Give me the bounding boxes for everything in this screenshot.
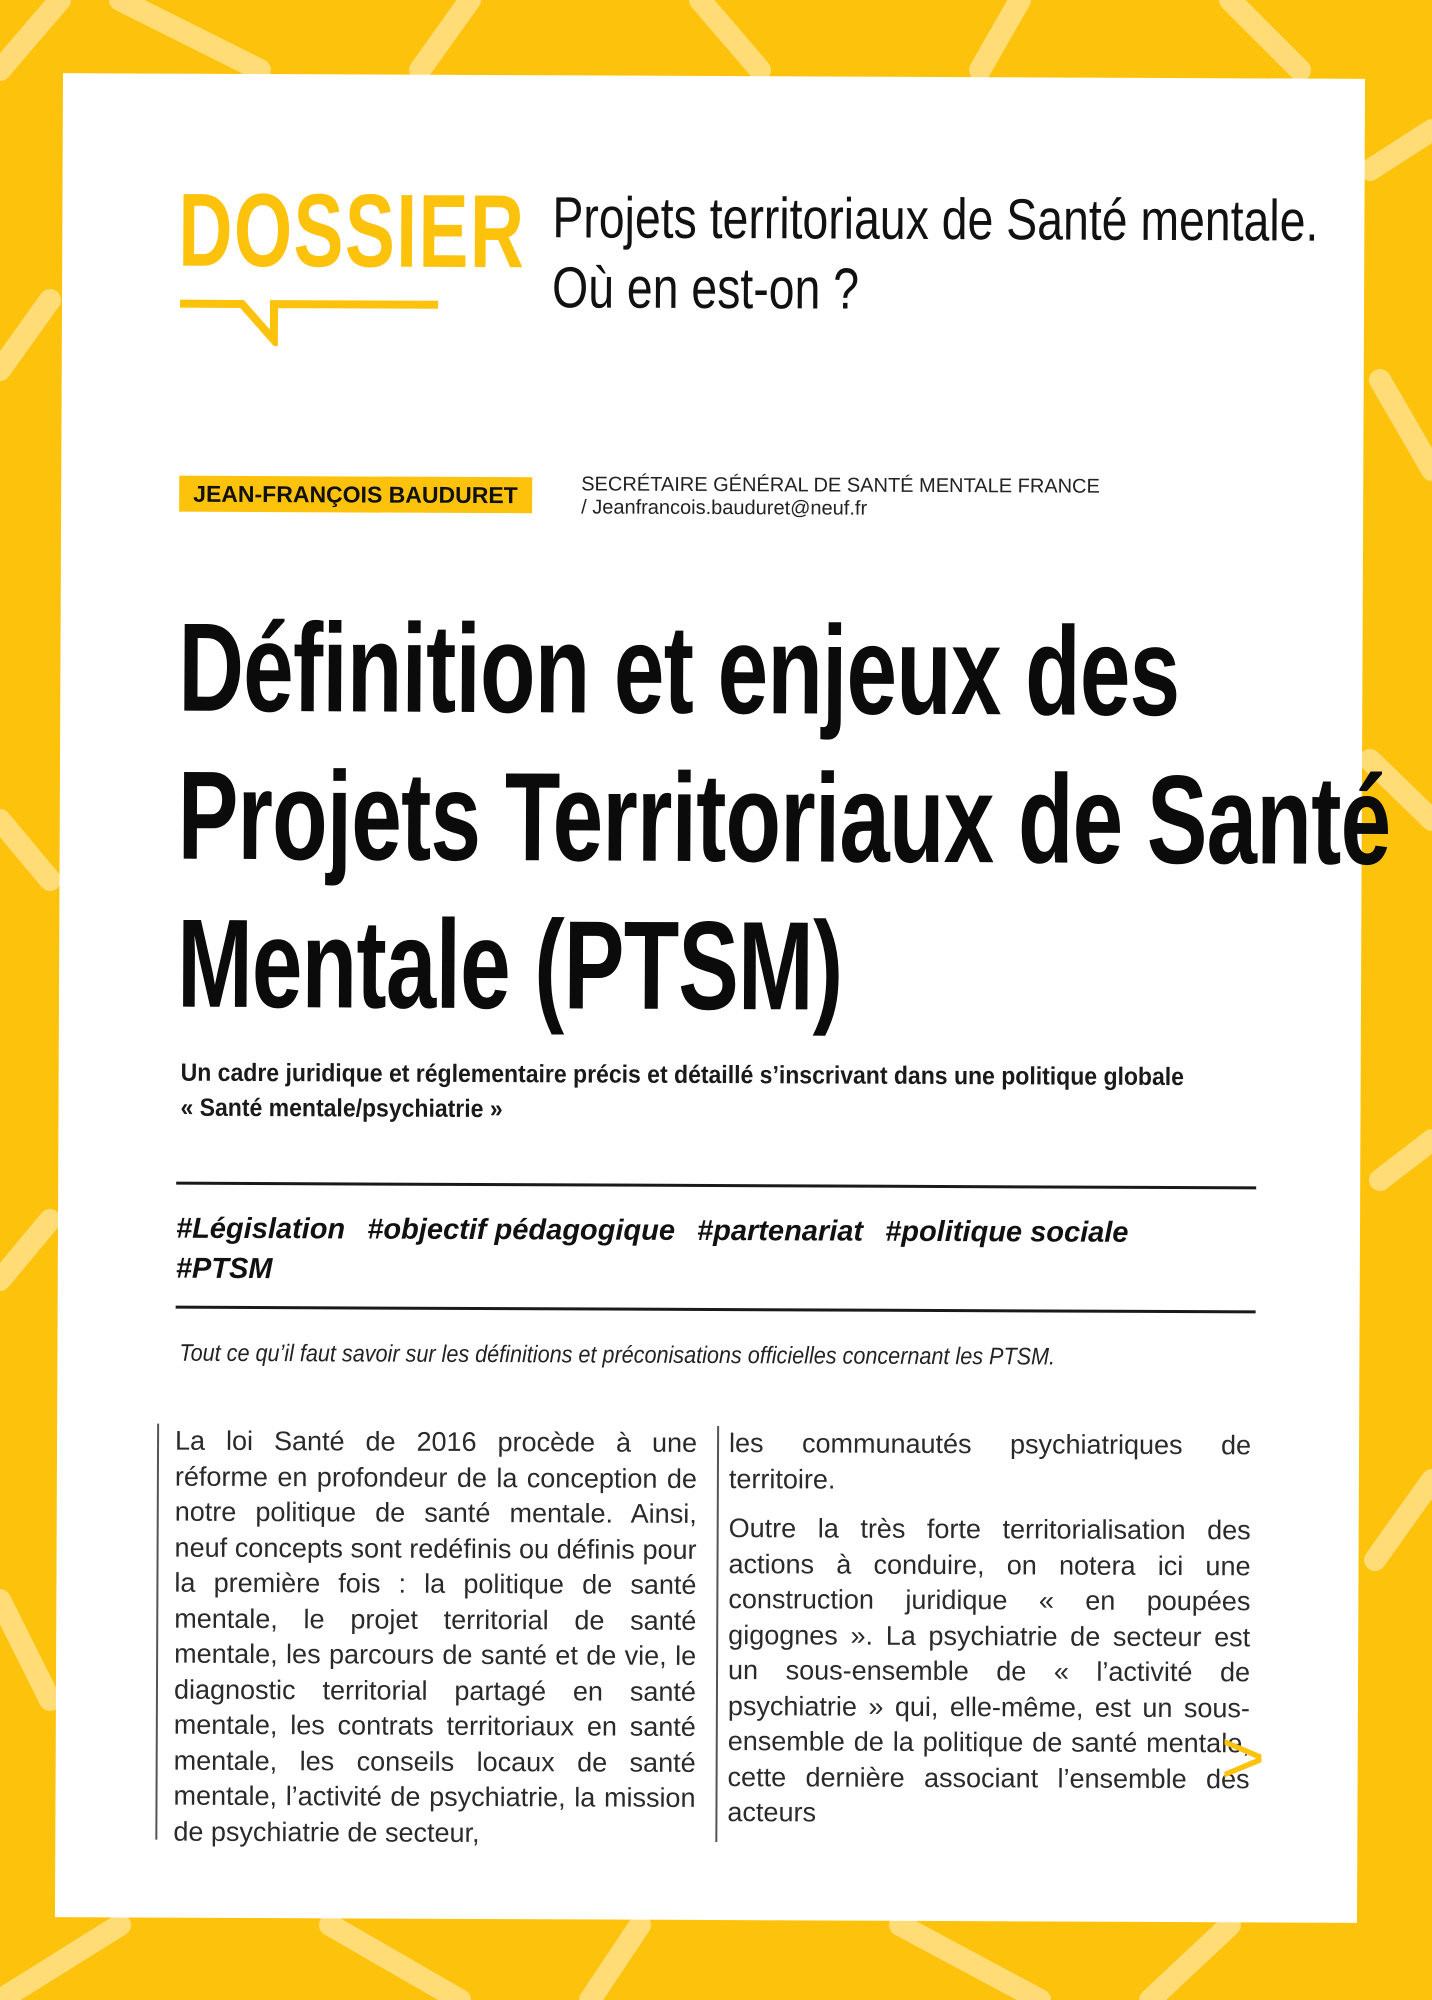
tag[interactable]: #Législation	[175, 1212, 346, 1246]
paragraph: La loi Santé de 2016 procède à une réforme en profondeur de la conception de notre politique de santé mentale. Ainsi, neuf concepts sont redéfinis ou définis pour la première fois : la politique de santé mentale, le projet territorial de santé mentale, les parcours de santé et de vie, le diagnostic territorial partagé en santé mentale, les contrats territoriaux en santé mentale, les conseils locaux de santé mentale, l’activité de psychiatrie, la mission de psychiatrie de secteur,	[173, 1425, 698, 1848]
divider-top	[176, 1182, 1256, 1190]
page-sheet	[55, 73, 1391, 1923]
column-rule-left	[155, 1424, 159, 1840]
next-page-arrow-icon[interactable]: >	[1220, 1715, 1266, 1801]
body-column-1	[173, 1424, 697, 1866]
author-name-badge: JEAN-FRANÇOIS BAUDURET	[179, 476, 532, 514]
speech-bubble-icon	[180, 296, 450, 347]
tag[interactable]: #partenariat	[696, 1214, 864, 1248]
divider-bottom	[176, 1306, 1256, 1314]
column-rule-middle	[715, 1426, 719, 1842]
article-lead: Un cadre juridique et réglementaire précis et détaillé s’inscrivant dans une politique globale « Santé mentale/psychiatrie »	[180, 1058, 1185, 1124]
tag[interactable]: #objectif pédagogique	[367, 1213, 676, 1247]
tag[interactable]: #PTSM	[175, 1252, 273, 1286]
author-role: SECRÉTAIRE GÉNÉRAL DE SANTÉ MENTALE FRANCE / Jeanfrancois.bauduret@neuf.fr	[581, 473, 1100, 521]
section-title: Projets territoriaux de Santé mentale. Où en est-on ?	[551, 185, 1319, 322]
article-headline: Définition et enjeux des Projets Territoriaux de Santé Mentale (PTSM)	[176, 596, 1391, 1037]
paragraph: les communautés psychiatriques de territoire.	[728, 1428, 1252, 1495]
body-column-2	[727, 1426, 1251, 1847]
author-email[interactable]: / Jeanfrancois.bauduret@neuf.fr	[581, 496, 868, 520]
paragraph: Outre la très forte territorialisation des actions à conduire, on notera ici une construction juridique « en poupées gigognes ». La psychiatrie de secteur est un sous-ensemble de « l’activité de psychiatrie » qui, elle-même, est un sous-ensemble de la politique de santé mentale, cette dernière associant l’ensemble des acteurs	[727, 1513, 1251, 1828]
dossier-label: DOSSIER	[178, 172, 526, 291]
tag[interactable]: #politique sociale	[885, 1215, 1129, 1249]
intro-text: Tout ce qu’il faut savoir sur les définitions et préconisations officielles concernant les PTSM.	[179, 1339, 1056, 1371]
tag-list	[176, 1209, 1256, 1294]
